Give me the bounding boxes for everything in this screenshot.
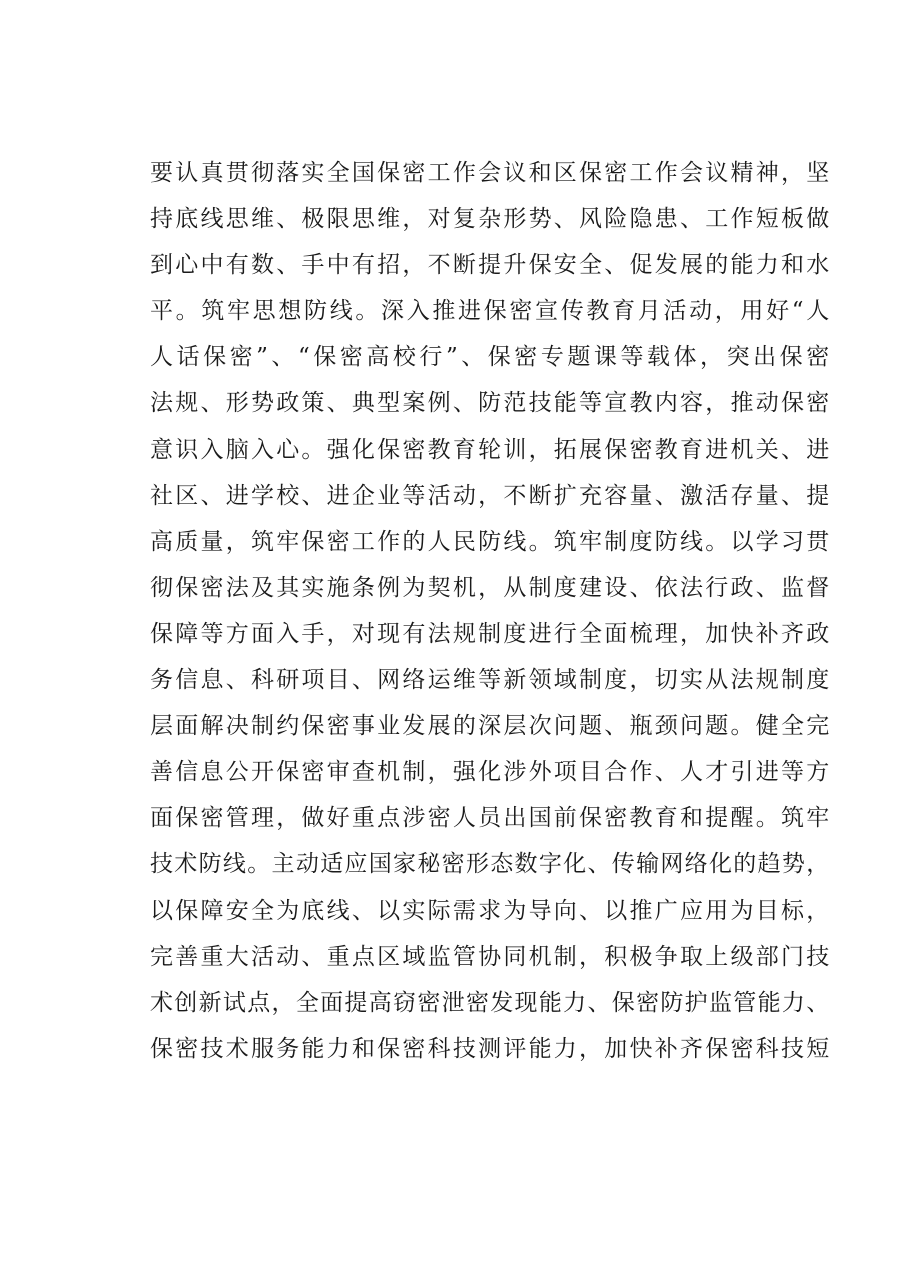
text-line: 术创新试点，全面提高窃密泄密发现能力、保密防护监管能力、 [150, 989, 830, 1016]
text-line: 完善重大活动、重点区域监管协同机制，积极争取上级部门技 [150, 943, 830, 970]
text-line: 法规、形势政策、典型案例、防范技能等宣教内容，推动保密 [150, 390, 830, 417]
text-line: 技术防线。主动适应国家秘密形态数字化、传输网络化的趋势， [150, 851, 830, 878]
text-line: 面保密管理，做好重点涉密人员出国前保密教育和提醒。筑牢 [150, 805, 830, 832]
text-line: 彻保密法及其实施条例为契机，从制度建设、依法行政、监督 [150, 574, 830, 601]
text-line: 以保障安全为底线、以实际需求为导向、以推广应用为目标， [150, 897, 830, 924]
text-line: 善信息公开保密审查机制，强化涉外项目合作、人才引进等方 [150, 759, 830, 786]
text-line: 保密技术服务能力和保密科技测评能力，加快补齐保密科技短 [150, 1035, 830, 1062]
text-line: 层面解决制约保密事业发展的深层次问题、瓶颈问题。健全完 [150, 713, 830, 740]
text-line: 持底线思维、极限思维，对复杂形势、风险隐患、工作短板做 [150, 206, 830, 233]
text-line: 平。筑牢思想防线。深入推进保密宣传教育月活动，用好“人 [150, 298, 830, 325]
text-line: 社区、进学校、进企业等活动，不断扩充容量、激活存量、提 [150, 482, 830, 509]
text-line: 高质量，筑牢保密工作的人民防线。筑牢制度防线。以学习贯 [150, 528, 830, 555]
text-line: 务信息、科研项目、网络运维等新领域制度，切实从法规制度 [150, 667, 830, 694]
text-line: 保障等方面入手，对现有法规制度进行全面梳理，加快补齐政 [150, 620, 830, 647]
text-line: 意识入脑入心。强化保密教育轮训，拓展保密教育进机关、进 [150, 436, 830, 463]
text-line: 到心中有数、手中有招，不断提升保安全、促发展的能力和水 [150, 252, 830, 279]
text-line: 人话保密”、“保密高校行”、保密专题课等载体，突出保密 [150, 344, 830, 371]
text-line: 要认真贯彻落实全国保密工作会议和区保密工作会议精神，坚 [150, 160, 830, 186]
body-paragraph [150, 150, 830, 1072]
